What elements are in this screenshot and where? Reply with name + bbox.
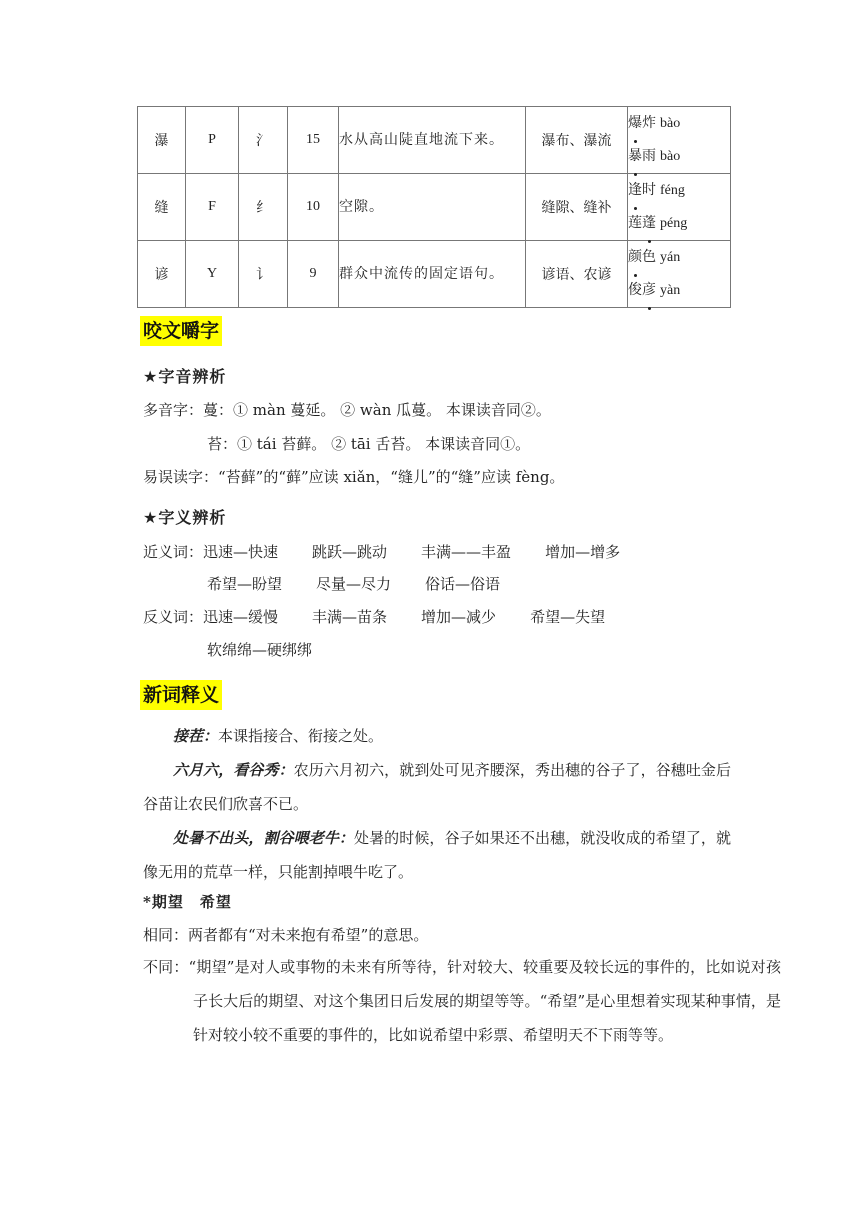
dotted-char: 逢 [628, 174, 642, 206]
subheading-meaning: ★字义辨析 [143, 508, 227, 527]
table-row [138, 174, 731, 241]
words-cell: 谚语、农谚 [526, 241, 628, 308]
dotted-char: 雨 [642, 148, 656, 164]
pinyin: féng [660, 183, 685, 198]
pinyin: bào [660, 149, 681, 164]
radical-cell: 氵 [239, 107, 288, 174]
polyphone-line-2: 苔：① tái 苔藓。 ② tāi 舌苔。 本课读音同①。 [207, 435, 531, 453]
compare-cell [628, 107, 731, 174]
dotted-char: 爆 [628, 107, 642, 139]
initial-letter-cell: Y [186, 241, 239, 308]
term-text: 本课指接合、衔接之处。 [218, 727, 384, 745]
term-jiecha [143, 719, 731, 753]
dotted-char: 蓬 [642, 207, 656, 239]
antonym-label: 反义词： [143, 608, 204, 626]
same-label: 相同： [143, 926, 189, 944]
compare-word-1 [628, 107, 730, 140]
word-pair: 丰满——丰盈 [421, 543, 512, 561]
word-pair: 希望—失望 [530, 608, 606, 626]
plain-char: 炸 [642, 115, 656, 131]
synonym-line-1 [143, 541, 654, 562]
compare-word-1 [628, 174, 730, 207]
pinyin: yàn [660, 283, 681, 298]
words-cell: 瀑布、瀑流 [526, 107, 628, 174]
meaning-cell: 空隙。 [339, 174, 526, 241]
section-title-yaowen: 咬文嚼字 [140, 316, 222, 346]
polyphone-man: 蔓：① màn 蔓延。 ② wàn 瓜蔓。 本课读音同②。 [203, 401, 551, 419]
stroke-count-cell: 10 [288, 174, 339, 241]
character-cell: 缝 [138, 174, 186, 241]
term-label: 六月六，看谷秀： [173, 761, 294, 779]
word-pair: 希望—盼望 [207, 575, 283, 593]
initial-letter-cell: F [186, 174, 239, 241]
character-cell: 瀑 [138, 107, 186, 174]
subheading-pronunciation: ★字音辨析 [143, 367, 227, 386]
dotted-char: 颜 [628, 241, 642, 273]
term-label: 接茬： [173, 727, 219, 745]
word-pair: 增加—增多 [545, 543, 621, 561]
plain-char: 色 [642, 249, 656, 265]
word-pair: 尽量—尽力 [316, 575, 392, 593]
term-label: 处暑不出头，割谷喂老牛： [173, 829, 354, 847]
synonym-group-1 [203, 543, 654, 561]
word-pair: 迅速—快速 [203, 543, 279, 561]
character-table [137, 106, 731, 308]
initial-letter-cell: P [186, 107, 239, 174]
character-cell: 谚 [138, 241, 186, 308]
term-chushu [143, 821, 731, 889]
term-liuyueliu [143, 753, 731, 821]
word-pair: 迅速—缓慢 [203, 608, 279, 626]
compare-cell [628, 241, 731, 308]
word-pair: 丰满—苗条 [312, 608, 388, 626]
comparison-title: *期望 希望 [143, 893, 232, 911]
synonym-label: 近义词： [143, 543, 204, 561]
word-pair: 增加—减少 [421, 608, 497, 626]
compare-word-2 [628, 140, 730, 173]
compare-word-2 [628, 274, 730, 307]
synonym-group-2 [207, 573, 534, 594]
polyphone-label: 多音字： [143, 401, 204, 419]
polyphone-line-1 [143, 399, 551, 420]
word-pair: 俗话—俗语 [425, 575, 501, 593]
same-line [143, 924, 428, 945]
stroke-count-cell: 15 [288, 107, 339, 174]
stroke-count-cell: 9 [288, 241, 339, 308]
misread-line: 易误读字：“苔藓”的“藓”应读 xiǎn，“缝儿”的“缝”应读 fèng。 [143, 468, 565, 486]
word-pair: 软绵绵—硬绑绑 [207, 641, 313, 659]
plain-char: 莲 [628, 215, 642, 231]
table-row [138, 241, 731, 308]
antonym-line-1 [143, 606, 639, 627]
compare-word-1 [628, 241, 730, 274]
term-text: 农历六月初六，就到处可见齐腰深，秀出穗的谷子了，谷穗吐金后谷苗让农民们欣喜不已。 [143, 761, 731, 813]
meaning-cell: 群众中流传的固定语句。 [339, 241, 526, 308]
pinyin: bào [660, 116, 681, 131]
plain-char: 暴 [628, 140, 642, 172]
same-text: 两者都有“对未来抱有希望”的意思。 [188, 926, 429, 944]
plain-char: 俊 [628, 282, 642, 298]
plain-char: 时 [642, 182, 656, 198]
compare-cell [628, 174, 731, 241]
meaning-cell: 水从高山陡直地流下来。 [339, 107, 526, 174]
radical-cell: 讠 [239, 241, 288, 308]
difference-label: 不同： [143, 958, 189, 976]
radical-cell: 纟 [239, 174, 288, 241]
pinyin: péng [660, 216, 688, 231]
word-pair: 跳跃—跳动 [312, 543, 388, 561]
antonym-group-2 [207, 639, 346, 660]
difference-paragraph [143, 950, 781, 1052]
term-text: 处暑的时候，谷子如果还不出穗，就没收成的希望了，就像无用的荒草一样，只能割掉喂牛吃了。 [143, 829, 731, 881]
pinyin: yán [660, 250, 681, 265]
dotted-char: 彦 [642, 274, 656, 306]
compare-word-2 [628, 207, 730, 240]
difference-text: “期望”是对人或事物的未来有所等待，针对较大、较重要及较长远的事件的，比如说对孩子长大后的期望、对这个集团日后发展的期望等等。“希望”是心里想着实现某种事情，是针对较小较不重要的事件的，比如说希望中彩票、希望明天不下雨等等。 [188, 958, 781, 1044]
table-row [138, 107, 731, 174]
section-title-xinci: 新词释义 [140, 680, 222, 710]
antonym-group-1 [203, 608, 639, 626]
words-cell: 缝隙、缝补 [526, 174, 628, 241]
